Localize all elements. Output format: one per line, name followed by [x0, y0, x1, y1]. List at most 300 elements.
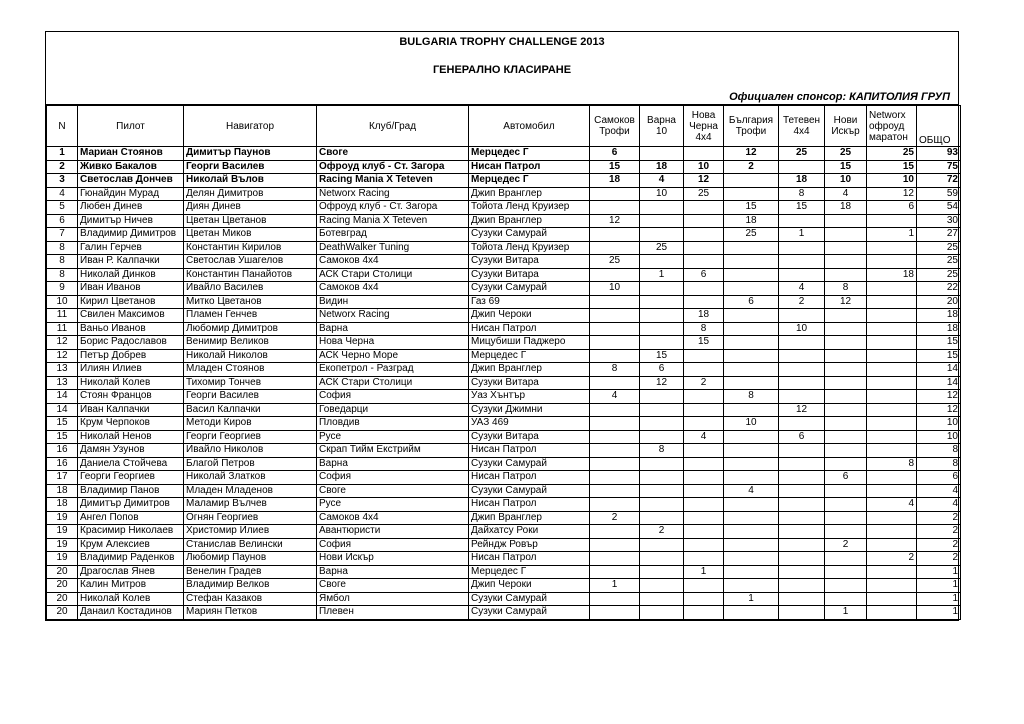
table-row: [47, 268, 961, 282]
standings-table: [46, 105, 961, 620]
header-pilot: Пилот: [78, 106, 184, 147]
varna-points-cell: [640, 498, 684, 512]
total-points-cell: 10: [917, 430, 961, 444]
nova-cherna-points-cell: 25: [684, 187, 724, 201]
varna-points-cell: [640, 201, 684, 215]
nova-cherna-points-cell: [684, 255, 724, 269]
car-cell: Сузуки Самурай: [469, 457, 590, 471]
total-points-cell: 25: [917, 268, 961, 282]
varna-points-cell: 15: [640, 349, 684, 363]
networx-points-cell: [867, 241, 917, 255]
total-points-cell: 18: [917, 322, 961, 336]
novi-iskar-points-cell: 10: [825, 174, 867, 188]
pilot-cell: Ваньо Иванов: [78, 322, 184, 336]
total-points-cell: 20: [917, 295, 961, 309]
nova-cherna-points-cell: [684, 363, 724, 377]
bulgaria-points-cell: [724, 363, 779, 377]
navigator-cell: Цветан Миков: [184, 228, 317, 242]
nova-cherna-points-cell: [684, 349, 724, 363]
teteven-points-cell: [779, 309, 825, 323]
varna-points-cell: [640, 538, 684, 552]
header-varna: Варна 10: [640, 106, 684, 147]
club-cell: Самоков 4x4: [317, 511, 469, 525]
table-row: [47, 430, 961, 444]
bulgaria-points-cell: [724, 322, 779, 336]
teteven-points-cell: 18: [779, 174, 825, 188]
table-row: [47, 309, 961, 323]
table-row: [47, 282, 961, 296]
teteven-points-cell: [779, 268, 825, 282]
car-cell: Мерцедес Г: [469, 349, 590, 363]
novi-iskar-points-cell: [825, 349, 867, 363]
total-points-cell: 15: [917, 349, 961, 363]
pilot-cell: Светослав Дончев: [78, 174, 184, 188]
bulgaria-points-cell: [724, 430, 779, 444]
club-cell: Русе: [317, 430, 469, 444]
novi-iskar-points-cell: [825, 241, 867, 255]
table-row: [47, 363, 961, 377]
bulgaria-points-cell: [724, 255, 779, 269]
nova-cherna-points-cell: [684, 295, 724, 309]
car-cell: Джип Чероки: [469, 309, 590, 323]
pilot-cell: Николай Колев: [78, 376, 184, 390]
navigator-cell: Цветан Цветанов: [184, 214, 317, 228]
rank-cell: 8: [47, 255, 78, 269]
networx-points-cell: [867, 484, 917, 498]
navigator-cell: Георги Василев: [184, 390, 317, 404]
table-row: [47, 322, 961, 336]
car-cell: Сузуки Самурай: [469, 592, 590, 606]
novi-iskar-points-cell: [825, 390, 867, 404]
rank-cell: 11: [47, 322, 78, 336]
bulgaria-points-cell: [724, 174, 779, 188]
rank-cell: 15: [47, 417, 78, 431]
standings-sheet: [45, 31, 959, 621]
table-row: [47, 552, 961, 566]
navigator-cell: Диян Динев: [184, 201, 317, 215]
car-cell: Нисан Патрол: [469, 322, 590, 336]
novi-iskar-points-cell: [825, 336, 867, 350]
teteven-points-cell: 10: [779, 322, 825, 336]
nova-cherna-points-cell: [684, 552, 724, 566]
club-cell: АСК Черно Море: [317, 349, 469, 363]
nova-cherna-points-cell: 2: [684, 376, 724, 390]
pilot-cell: Дамян Узунов: [78, 444, 184, 458]
teteven-points-cell: [779, 241, 825, 255]
samokov-points-cell: [590, 228, 640, 242]
teteven-points-cell: [779, 498, 825, 512]
car-cell: Нисан Патрол: [469, 552, 590, 566]
networx-points-cell: 8: [867, 457, 917, 471]
varna-points-cell: [640, 471, 684, 485]
total-points-cell: 2: [917, 525, 961, 539]
total-points-cell: 59: [917, 187, 961, 201]
navigator-cell: Георги Василев: [184, 160, 317, 174]
total-points-cell: 72: [917, 174, 961, 188]
pilot-cell: Димитър Димитров: [78, 498, 184, 512]
nova-cherna-points-cell: [684, 390, 724, 404]
teteven-points-cell: 6: [779, 430, 825, 444]
novi-iskar-points-cell: [825, 525, 867, 539]
bulgaria-points-cell: [724, 187, 779, 201]
bulgaria-points-cell: 4: [724, 484, 779, 498]
nova-cherna-points-cell: 1: [684, 565, 724, 579]
navigator-cell: Методи Киров: [184, 417, 317, 431]
rank-cell: 11: [47, 309, 78, 323]
pilot-cell: Владимир Раденков: [78, 552, 184, 566]
samokov-points-cell: [590, 268, 640, 282]
nova-cherna-points-cell: [684, 241, 724, 255]
club-cell: Екопетрол - Разград: [317, 363, 469, 377]
networx-points-cell: [867, 282, 917, 296]
table-row: [47, 403, 961, 417]
networx-points-cell: [867, 309, 917, 323]
car-cell: Сузуки Витара: [469, 430, 590, 444]
total-points-cell: 12: [917, 403, 961, 417]
rank-cell: 12: [47, 349, 78, 363]
novi-iskar-points-cell: [825, 376, 867, 390]
header-car: Автомобил: [469, 106, 590, 147]
navigator-cell: Любомир Паунов: [184, 552, 317, 566]
pilot-cell: Иван Р. Калпачки: [78, 255, 184, 269]
navigator-cell: Стефан Казаков: [184, 592, 317, 606]
bulgaria-points-cell: [724, 403, 779, 417]
novi-iskar-points-cell: [825, 444, 867, 458]
nova-cherna-points-cell: 15: [684, 336, 724, 350]
rank-cell: 8: [47, 268, 78, 282]
navigator-cell: Светослав Ушагелов: [184, 255, 317, 269]
club-cell: Своге: [317, 147, 469, 161]
bulgaria-points-cell: 6: [724, 295, 779, 309]
navigator-cell: Ивайло Василев: [184, 282, 317, 296]
novi-iskar-points-cell: 6: [825, 471, 867, 485]
pilot-cell: Георги Георгиев: [78, 471, 184, 485]
nova-cherna-points-cell: 4: [684, 430, 724, 444]
pilot-cell: Крум Алексиев: [78, 538, 184, 552]
car-cell: Сузуки Самурай: [469, 282, 590, 296]
networx-points-cell: 1: [867, 228, 917, 242]
header-samokov: Самоков Трофи: [590, 106, 640, 147]
total-points-cell: 1: [917, 592, 961, 606]
teteven-points-cell: [779, 579, 825, 593]
nova-cherna-points-cell: [684, 592, 724, 606]
table-row: [47, 201, 961, 215]
car-cell: Джип Вранглер: [469, 214, 590, 228]
varna-points-cell: [640, 336, 684, 350]
networx-points-cell: [867, 579, 917, 593]
networx-points-cell: [867, 565, 917, 579]
samokov-points-cell: [590, 606, 640, 620]
table-row: [47, 349, 961, 363]
teteven-points-cell: [779, 592, 825, 606]
bulgaria-points-cell: [724, 565, 779, 579]
networx-points-cell: [867, 525, 917, 539]
varna-points-cell: 6: [640, 363, 684, 377]
club-cell: АСК Стари Столици: [317, 268, 469, 282]
pilot-cell: Мариан Стоянов: [78, 147, 184, 161]
nova-cherna-points-cell: [684, 525, 724, 539]
nova-cherna-points-cell: [684, 498, 724, 512]
networx-points-cell: 15: [867, 160, 917, 174]
car-cell: Джип Чероки: [469, 579, 590, 593]
navigator-cell: Васил Калпачки: [184, 403, 317, 417]
teteven-points-cell: [779, 552, 825, 566]
navigator-cell: Любомир Димитров: [184, 322, 317, 336]
total-points-cell: 8: [917, 457, 961, 471]
table-row: [47, 511, 961, 525]
bulgaria-points-cell: [724, 444, 779, 458]
networx-points-cell: [867, 363, 917, 377]
samokov-points-cell: 6: [590, 147, 640, 161]
table-row: [47, 457, 961, 471]
bulgaria-points-cell: [724, 336, 779, 350]
rank-cell: 20: [47, 565, 78, 579]
teteven-points-cell: [779, 511, 825, 525]
navigator-cell: Маламир Вълчев: [184, 498, 317, 512]
total-points-cell: 93: [917, 147, 961, 161]
samokov-points-cell: [590, 349, 640, 363]
nova-cherna-points-cell: 8: [684, 322, 724, 336]
navigator-cell: Огнян Георгиев: [184, 511, 317, 525]
nova-cherna-points-cell: [684, 403, 724, 417]
rank-cell: 12: [47, 336, 78, 350]
varna-points-cell: [640, 282, 684, 296]
navigator-cell: Венелин Градев: [184, 565, 317, 579]
club-cell: Скрап Тийм Екстрийм: [317, 444, 469, 458]
rank-cell: 19: [47, 511, 78, 525]
teteven-points-cell: [779, 363, 825, 377]
varna-points-cell: [640, 228, 684, 242]
teteven-points-cell: [779, 336, 825, 350]
teteven-points-cell: [779, 457, 825, 471]
nova-cherna-points-cell: [684, 214, 724, 228]
bulgaria-points-cell: 25: [724, 228, 779, 242]
nova-cherna-points-cell: [684, 484, 724, 498]
car-cell: Сузуки Самурай: [469, 484, 590, 498]
total-points-cell: 2: [917, 552, 961, 566]
car-cell: Нисан Патрол: [469, 444, 590, 458]
teteven-points-cell: [779, 417, 825, 431]
teteven-points-cell: 12: [779, 403, 825, 417]
novi-iskar-points-cell: 18: [825, 201, 867, 215]
rank-cell: 20: [47, 579, 78, 593]
teteven-points-cell: [779, 444, 825, 458]
varna-points-cell: [640, 606, 684, 620]
networx-points-cell: [867, 444, 917, 458]
rank-cell: 18: [47, 484, 78, 498]
teteven-points-cell: [779, 538, 825, 552]
total-points-cell: 1: [917, 565, 961, 579]
navigator-cell: Христомир Илиев: [184, 525, 317, 539]
nova-cherna-points-cell: [684, 538, 724, 552]
navigator-cell: Младен Младенов: [184, 484, 317, 498]
table-row: [47, 538, 961, 552]
table-row: [47, 174, 961, 188]
total-points-cell: 25: [917, 255, 961, 269]
rank-cell: 5: [47, 201, 78, 215]
table-row: [47, 606, 961, 620]
rank-cell: 4: [47, 187, 78, 201]
car-cell: Сузуки Витара: [469, 268, 590, 282]
samokov-points-cell: 25: [590, 255, 640, 269]
document-subtitle: ГЕНЕРАЛНО КЛАСИРАНЕ: [432, 64, 572, 76]
bulgaria-points-cell: [724, 538, 779, 552]
rank-cell: 19: [47, 538, 78, 552]
pilot-cell: Стоян Францов: [78, 390, 184, 404]
car-cell: Мицубиши Паджеро: [469, 336, 590, 350]
table-row: [47, 444, 961, 458]
navigator-cell: Благой Петров: [184, 457, 317, 471]
samokov-points-cell: [590, 241, 640, 255]
rank-cell: 19: [47, 552, 78, 566]
car-cell: Дайхатсу Роки: [469, 525, 590, 539]
varna-points-cell: [640, 552, 684, 566]
club-cell: Networx Racing: [317, 187, 469, 201]
header-n: N: [47, 106, 78, 147]
samokov-points-cell: 2: [590, 511, 640, 525]
teteven-points-cell: 8: [779, 187, 825, 201]
nova-cherna-points-cell: [684, 579, 724, 593]
car-cell: Нисан Патрол: [469, 160, 590, 174]
novi-iskar-points-cell: [825, 309, 867, 323]
nova-cherna-points-cell: 12: [684, 174, 724, 188]
pilot-cell: Борис Радославов: [78, 336, 184, 350]
bulgaria-points-cell: 12: [724, 147, 779, 161]
novi-iskar-points-cell: 2: [825, 538, 867, 552]
teteven-points-cell: 2: [779, 295, 825, 309]
samokov-points-cell: 15: [590, 160, 640, 174]
samokov-points-cell: [590, 430, 640, 444]
teteven-points-cell: [779, 214, 825, 228]
novi-iskar-points-cell: [825, 511, 867, 525]
club-cell: Ботевград: [317, 228, 469, 242]
car-cell: Рейндж Ровър: [469, 538, 590, 552]
rank-cell: 17: [47, 471, 78, 485]
pilot-cell: Калин Митров: [78, 579, 184, 593]
club-cell: Говедарци: [317, 403, 469, 417]
varna-points-cell: [640, 309, 684, 323]
rank-cell: 20: [47, 606, 78, 620]
networx-points-cell: [867, 322, 917, 336]
navigator-cell: Николай Вълов: [184, 174, 317, 188]
bulgaria-points-cell: 15: [724, 201, 779, 215]
samokov-points-cell: [590, 309, 640, 323]
rank-cell: 3: [47, 174, 78, 188]
car-cell: Тойота Ленд Круизер: [469, 241, 590, 255]
novi-iskar-points-cell: 12: [825, 295, 867, 309]
novi-iskar-points-cell: 8: [825, 282, 867, 296]
samokov-points-cell: [590, 484, 640, 498]
networx-points-cell: [867, 538, 917, 552]
varna-points-cell: [640, 417, 684, 431]
teteven-points-cell: [779, 484, 825, 498]
novi-iskar-points-cell: [825, 214, 867, 228]
total-points-cell: 10: [917, 417, 961, 431]
pilot-cell: Иван Калпачки: [78, 403, 184, 417]
header-navigator: Навигатор: [184, 106, 317, 147]
teteven-points-cell: [779, 471, 825, 485]
total-points-cell: 4: [917, 498, 961, 512]
samokov-points-cell: 4: [590, 390, 640, 404]
varna-points-cell: 12: [640, 376, 684, 390]
nova-cherna-points-cell: [684, 444, 724, 458]
varna-points-cell: [640, 579, 684, 593]
pilot-cell: Живко Бакалов: [78, 160, 184, 174]
document-title: BULGARIA TROPHY CHALLENGE 2013: [399, 36, 605, 48]
table-row: [47, 187, 961, 201]
car-cell: Нисан Патрол: [469, 498, 590, 512]
car-cell: Сузуки Самурай: [469, 228, 590, 242]
pilot-cell: Николай Колев: [78, 592, 184, 606]
samokov-points-cell: 12: [590, 214, 640, 228]
club-cell: Варна: [317, 322, 469, 336]
nova-cherna-points-cell: [684, 471, 724, 485]
bulgaria-points-cell: [724, 579, 779, 593]
novi-iskar-points-cell: [825, 484, 867, 498]
pilot-cell: Димитър Ничев: [78, 214, 184, 228]
total-points-cell: 30: [917, 214, 961, 228]
car-cell: Джип Вранглер: [469, 187, 590, 201]
club-cell: София: [317, 390, 469, 404]
samokov-points-cell: [590, 592, 640, 606]
novi-iskar-points-cell: [825, 228, 867, 242]
varna-points-cell: [640, 484, 684, 498]
samokov-points-cell: [590, 444, 640, 458]
pilot-cell: Кирил Цветанов: [78, 295, 184, 309]
bulgaria-points-cell: [724, 268, 779, 282]
samokov-points-cell: [590, 187, 640, 201]
club-cell: Варна: [317, 565, 469, 579]
table-row: [47, 565, 961, 579]
table-row: [47, 295, 961, 309]
navigator-cell: Младен Стоянов: [184, 363, 317, 377]
club-cell: Своге: [317, 484, 469, 498]
rank-cell: 10: [47, 295, 78, 309]
bulgaria-points-cell: [724, 282, 779, 296]
rank-cell: 16: [47, 444, 78, 458]
novi-iskar-points-cell: [825, 430, 867, 444]
novi-iskar-points-cell: 15: [825, 160, 867, 174]
pilot-cell: Драгослав Янев: [78, 565, 184, 579]
club-cell: София: [317, 538, 469, 552]
navigator-cell: Митко Цветанов: [184, 295, 317, 309]
total-points-cell: 14: [917, 363, 961, 377]
car-cell: Тойота Ленд Круизер: [469, 201, 590, 215]
table-row: [47, 471, 961, 485]
pilot-cell: Ангел Попов: [78, 511, 184, 525]
table-row: [47, 498, 961, 512]
pilot-cell: Николай Ненов: [78, 430, 184, 444]
bulgaria-points-cell: 10: [724, 417, 779, 431]
teteven-points-cell: [779, 606, 825, 620]
total-points-cell: 22: [917, 282, 961, 296]
total-points-cell: 6: [917, 471, 961, 485]
nova-cherna-points-cell: [684, 417, 724, 431]
header-club: Клуб/Град: [317, 106, 469, 147]
total-points-cell: 2: [917, 511, 961, 525]
table-row: [47, 390, 961, 404]
bulgaria-points-cell: [724, 349, 779, 363]
navigator-cell: Пламен Генчев: [184, 309, 317, 323]
nova-cherna-points-cell: [684, 201, 724, 215]
varna-points-cell: [640, 147, 684, 161]
table-row: [47, 228, 961, 242]
header-bulgaria: България Трофи: [724, 106, 779, 147]
rank-cell: 6: [47, 214, 78, 228]
teteven-points-cell: [779, 255, 825, 269]
total-points-cell: 12: [917, 390, 961, 404]
rank-cell: 2: [47, 160, 78, 174]
